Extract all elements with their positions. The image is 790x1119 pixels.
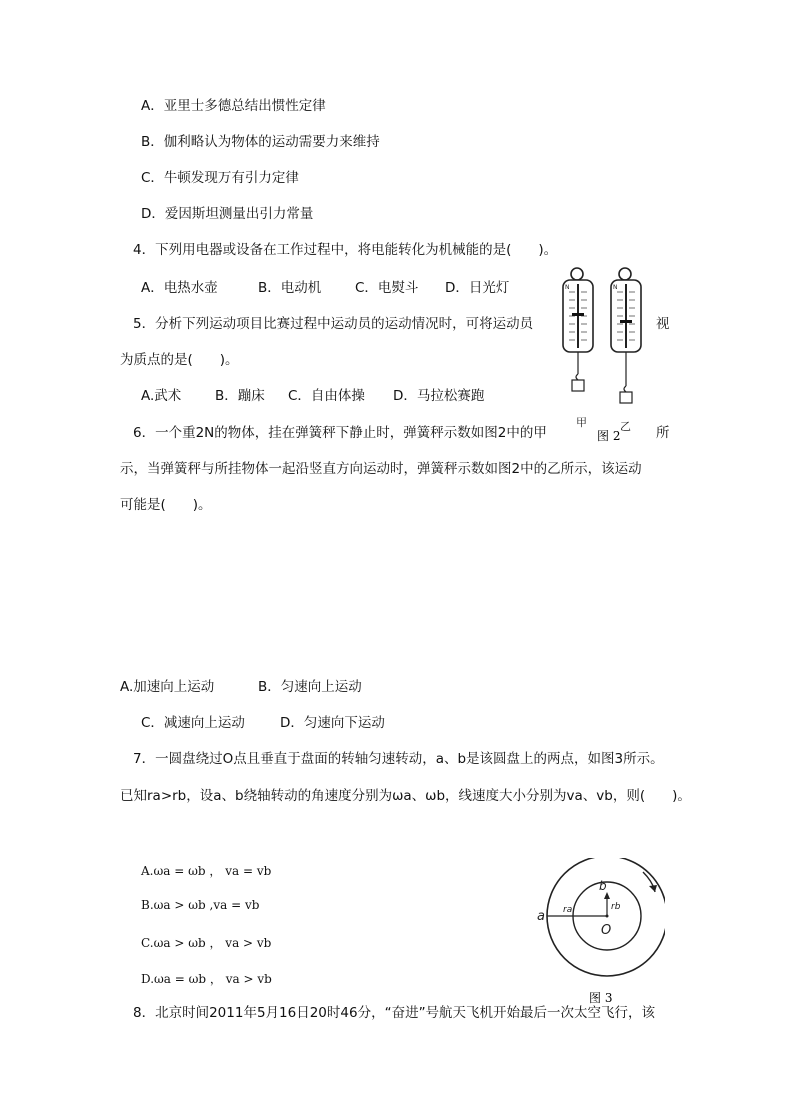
q4-option-d: D．日光灯 <box>445 280 510 296</box>
q4-stem: 4．下列用电器或设备在工作过程中，将电能转化为机械能的是( )。 <box>133 242 558 258</box>
point-b: b <box>599 879 607 893</box>
rotation-arrowhead-icon <box>649 885 657 892</box>
q3-option-d: D．爱因斯坦测量出引力常量 <box>141 206 314 222</box>
label-yi: 乙 <box>620 420 631 433</box>
figure-2-caption: 图 2 <box>597 429 621 442</box>
q7-option-b: B.ωa > ωb ,va = vb <box>141 898 260 912</box>
label-rb: rb <box>611 902 621 912</box>
q6-stem-2: 示，当弹簧秤与所挂物体一起沿竖直方向运动时，弹簧秤示数如图2中的乙所示，该运动 <box>120 461 642 477</box>
q6-stem-1: 6．一个重2N的物体，挂在弹簧秤下静止时，弹簧秤示数如图2中的甲 <box>133 425 547 441</box>
figure-2-spring-scales <box>555 262 655 442</box>
q3-option-c: C．牛顿发现万有引力定律 <box>141 170 299 186</box>
figure-3-disc <box>535 858 665 1008</box>
q5-stem-2: 为质点的是( )。 <box>120 352 239 368</box>
q7-stem-1: 7．一圆盘绕过O点且垂直于盘面的转轴匀速转动，a、b是该圆盘上的两点，如图3所示。 <box>133 751 664 767</box>
label-ra: ra <box>563 905 573 915</box>
scale-unit-yi: N <box>613 284 618 291</box>
q7-option-c: C.ωa > ωb ， va > vb <box>141 936 272 950</box>
q7-option-a: A.ωa = ωb ， va = vb <box>141 864 272 878</box>
figure-3-caption: 图 3 <box>589 991 613 1005</box>
spring-scale-jia <box>563 268 593 429</box>
q6-stem-3: 可能是( )。 <box>120 497 212 513</box>
q5-option-c: C．自由体操 <box>288 388 365 404</box>
q6-option-b: B．匀速向上运动 <box>258 679 362 695</box>
q8-stem-1: 8．北京时间2011年5月16日20时46分，“奋进”号航天飞机开始最后一次太空飞行，该 <box>133 1005 656 1021</box>
q4-option-b: B．电动机 <box>258 280 322 296</box>
q5-option-a: A.武术 <box>141 388 182 404</box>
q7-option-d: D.ωa = ωb ， va > vb <box>141 972 272 986</box>
q6-option-a: A.加速向上运动 <box>120 679 215 695</box>
q5-stem-1-end: 视 <box>656 316 670 332</box>
q5-stem-1: 5．分析下列运动项目比赛过程中运动员的运动情况时，可将运动员 <box>133 316 534 332</box>
q5-option-d: D．马拉松赛跑 <box>393 388 485 404</box>
q5-option-b: B．蹦床 <box>215 388 265 404</box>
q7-stem-2: 已知ra>rb，设a、b绕轴转动的角速度分别为ωa、ωb，线速度大小分别为va、vb，则( )。 <box>120 788 691 804</box>
q6-stem-1-end: 所 <box>656 425 670 441</box>
q6-option-c: C．减速向上运动 <box>141 715 245 731</box>
label-jia: 甲 <box>576 416 587 429</box>
q6-option-d: D．匀速向下运动 <box>280 715 385 731</box>
point-a: a <box>537 909 545 924</box>
scale-unit-jia: N <box>565 284 570 291</box>
q3-option-a: A．亚里士多德总结出惯性定律 <box>141 98 326 114</box>
q4-option-a: A．电热水壶 <box>141 280 218 296</box>
q4-option-c: C．电熨斗 <box>355 280 419 296</box>
center-o: O <box>601 923 612 938</box>
spring-scale-yi <box>611 268 641 433</box>
q3-option-b: B．伽利略认为物体的运动需要力来维持 <box>141 134 380 150</box>
